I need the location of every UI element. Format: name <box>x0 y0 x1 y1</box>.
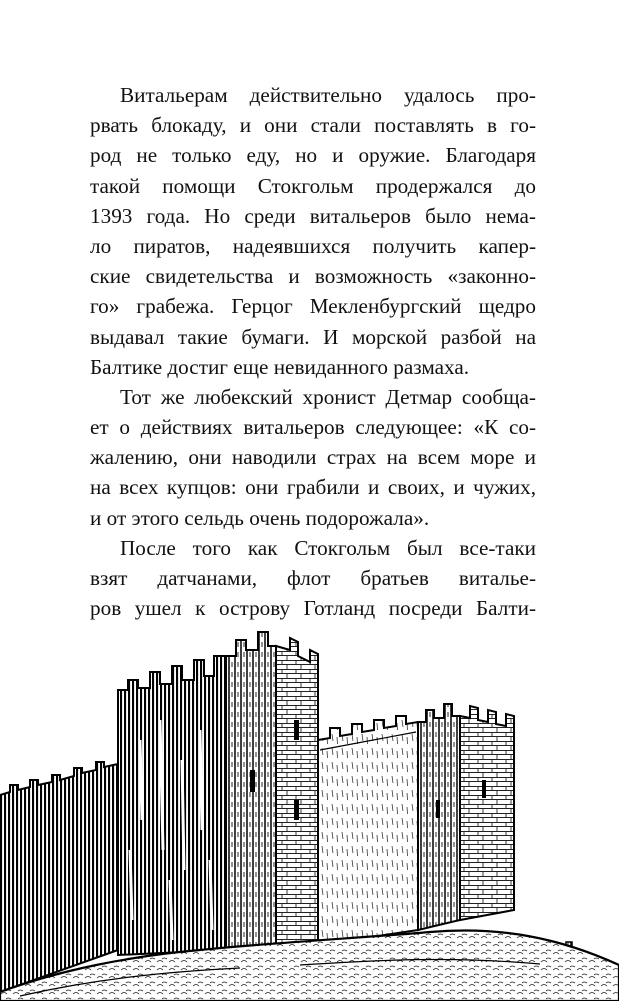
connecting-wall <box>318 716 418 945</box>
text-line: ров ушел к острову Готланд посреди Балти- <box>90 596 536 621</box>
text-line: ские свидетельства и возможность «законно- <box>90 264 536 289</box>
text-line: 1393 года. Но среди витальеров было нема- <box>90 203 536 228</box>
text-line: жалению, они наводили страх на всем море и <box>90 445 536 470</box>
main-tower <box>226 632 318 950</box>
text-line: го» грабежа. Герцог Мекленбургский щедро <box>90 294 536 319</box>
text-line: такой помощи Стокгольм продержался до <box>90 173 536 198</box>
mid-tower <box>118 656 226 955</box>
text-line: и от этого сельдь очень подорожала». <box>90 505 430 530</box>
fortress-illustration-icon <box>0 620 619 1001</box>
text-line: Балтике достиг еще невиданного размаха. <box>90 354 470 379</box>
text-line: Витальерам действительно удалось про- <box>120 83 536 107</box>
text-line: ло пиратов, надеявшихся получить капер- <box>90 233 536 258</box>
text-line: ет о действиях витальеров следующее: «К со- <box>90 415 536 440</box>
text-line: После того как Стокгольм был все-таки <box>120 535 536 560</box>
left-wall <box>0 762 118 992</box>
right-tower <box>418 704 514 930</box>
text-line: на всех купцов: они грабили и своих, и чужих, <box>90 475 536 500</box>
text-line: выдавал такие бумаги. И морской разбой на <box>90 324 536 349</box>
text-line: рвать блокаду, и они стали поставлять в го- <box>90 113 536 138</box>
body-text <box>90 80 536 623</box>
text-line: род не только еду, но и оружие. Благодаря <box>90 143 536 168</box>
text-line: взят датчанами, флот братьев виталье- <box>90 566 536 590</box>
text-line: Тот же любекский хронист Детмар сообща- <box>120 384 536 409</box>
